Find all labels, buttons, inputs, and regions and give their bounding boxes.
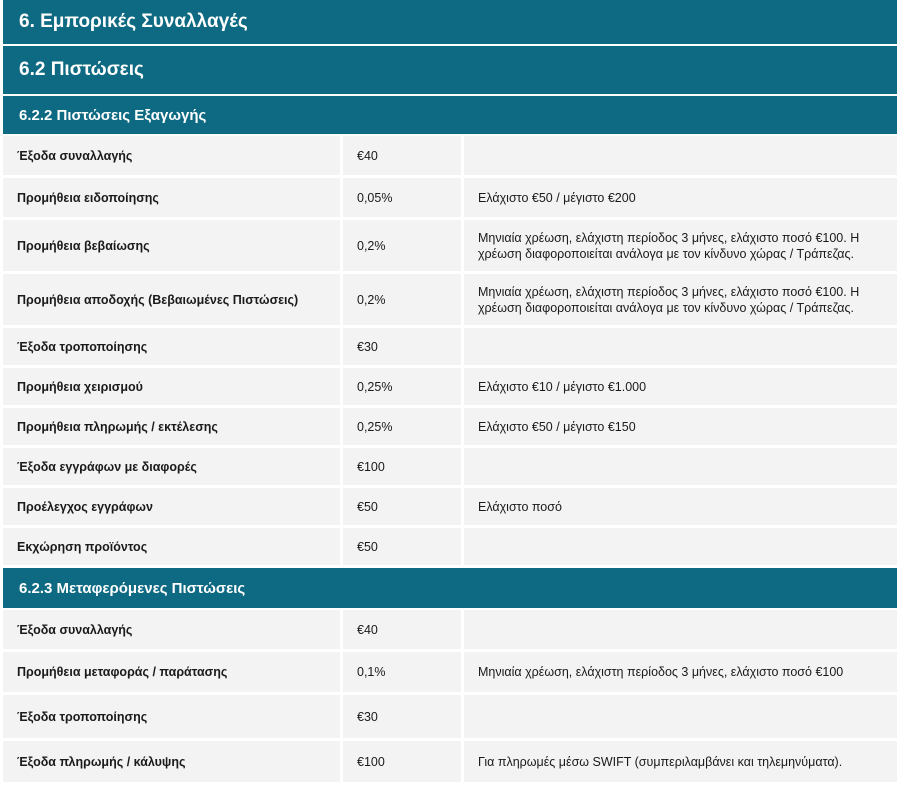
row-label: Προμήθεια βεβαίωσης <box>3 220 343 271</box>
row-note <box>464 328 897 365</box>
row-note: Ελάχιστο €50 / μέγιστο €150 <box>478 419 636 434</box>
table-row <box>3 178 897 220</box>
export-credits-title: 6.2.2 Πιστώσεις Εξαγωγής <box>3 96 897 136</box>
row-label: Εκχώρηση προϊόντος <box>3 528 343 565</box>
table-row <box>3 448 897 488</box>
row-value: €100 <box>343 741 464 782</box>
row-note <box>464 610 897 649</box>
table-row <box>3 408 897 448</box>
table-row <box>3 528 897 568</box>
row-note: Ελάχιστο €50 / μέγιστο €200 <box>478 190 636 205</box>
row-value: 0,25% <box>343 368 464 405</box>
row-note: Ελάχιστο ποσό <box>478 499 562 514</box>
row-value: 0,2% <box>343 274 464 325</box>
row-note: Μηνιαία χρέωση, ελάχιστη περίοδος 3 μήνες, ελάχιστο ποσό €100 <box>478 665 844 679</box>
table-row <box>3 328 897 368</box>
row-value: €50 <box>343 528 464 565</box>
row-label: Έξοδα συναλλαγής <box>3 136 343 175</box>
row-label: Έξοδα εγγράφων με διαφορές <box>3 448 343 485</box>
transferable-credits-table <box>3 610 897 785</box>
row-value: 0,1% <box>343 652 464 692</box>
table-row <box>3 741 897 785</box>
row-note <box>464 136 897 175</box>
row-value: €30 <box>343 328 464 365</box>
row-value: 0,2% <box>343 220 464 271</box>
row-value: 0,25% <box>343 408 464 445</box>
row-label: Προμήθεια αποδοχής (Βεβαιωμένες Πιστώσεις) <box>3 274 343 325</box>
row-label: Προμήθεια μεταφοράς / παράτασης <box>3 652 343 692</box>
row-label: Έξοδα τροποποίησης <box>3 328 343 365</box>
table-row <box>3 488 897 528</box>
table-row <box>3 136 897 178</box>
row-value: €40 <box>343 136 464 175</box>
row-label: Έξοδα πληρωμής / κάλυψης <box>3 741 343 782</box>
row-label: Προέλεγχος εγγράφων <box>3 488 343 525</box>
row-label: Έξοδα τροποποίησης <box>3 695 343 738</box>
export-credits-table <box>3 136 897 568</box>
row-value: €40 <box>343 610 464 649</box>
subsection-title: 6.2 Πιστώσεις <box>3 46 897 96</box>
row-note: Μηνιαία χρέωση, ελάχιστη περίοδος 3 μήνες, ελάχιστο ποσό €100. Η χρέωση διαφοροποιείται ανάλογα με τον κίνδυνο χώρας / Τράπεζας. <box>478 230 860 261</box>
row-note: Μηνιαία χρέωση, ελάχιστη περίοδος 3 μήνες, ελάχιστο ποσό €100. Η χρέωση διαφοροποιείται ανάλογα με τον κίνδυνο χώρας / Τράπεζας. <box>478 284 860 315</box>
row-label: Έξοδα συναλλαγής <box>3 610 343 649</box>
row-note <box>464 528 897 565</box>
table-row <box>3 652 897 695</box>
row-label: Προμήθεια χειρισμού <box>3 368 343 405</box>
row-note <box>464 695 897 738</box>
table-row <box>3 220 897 274</box>
table-row <box>3 368 897 408</box>
row-label: Προμήθεια ειδοποίησης <box>3 178 343 217</box>
table-row <box>3 695 897 741</box>
transferable-credits-title: 6.2.3 Μεταφερόμενες Πιστώσεις <box>3 568 897 610</box>
row-value: €30 <box>343 695 464 738</box>
section-title: 6. Εμπορικές Συναλλαγές <box>3 0 897 46</box>
row-value: €50 <box>343 488 464 525</box>
row-note <box>464 448 897 485</box>
row-value: 0,05% <box>343 178 464 217</box>
table-row <box>3 274 897 328</box>
row-label: Προμήθεια πληρωμής / εκτέλεσης <box>3 408 343 445</box>
row-note: Ελάχιστο €10 / μέγιστο €1.000 <box>478 379 647 394</box>
row-note: Για πληρωμές μέσω SWIFT (συμπεριλαμβάνει και τηλεμηνύματα). <box>478 754 843 769</box>
table-row <box>3 610 897 652</box>
row-value: €100 <box>343 448 464 485</box>
